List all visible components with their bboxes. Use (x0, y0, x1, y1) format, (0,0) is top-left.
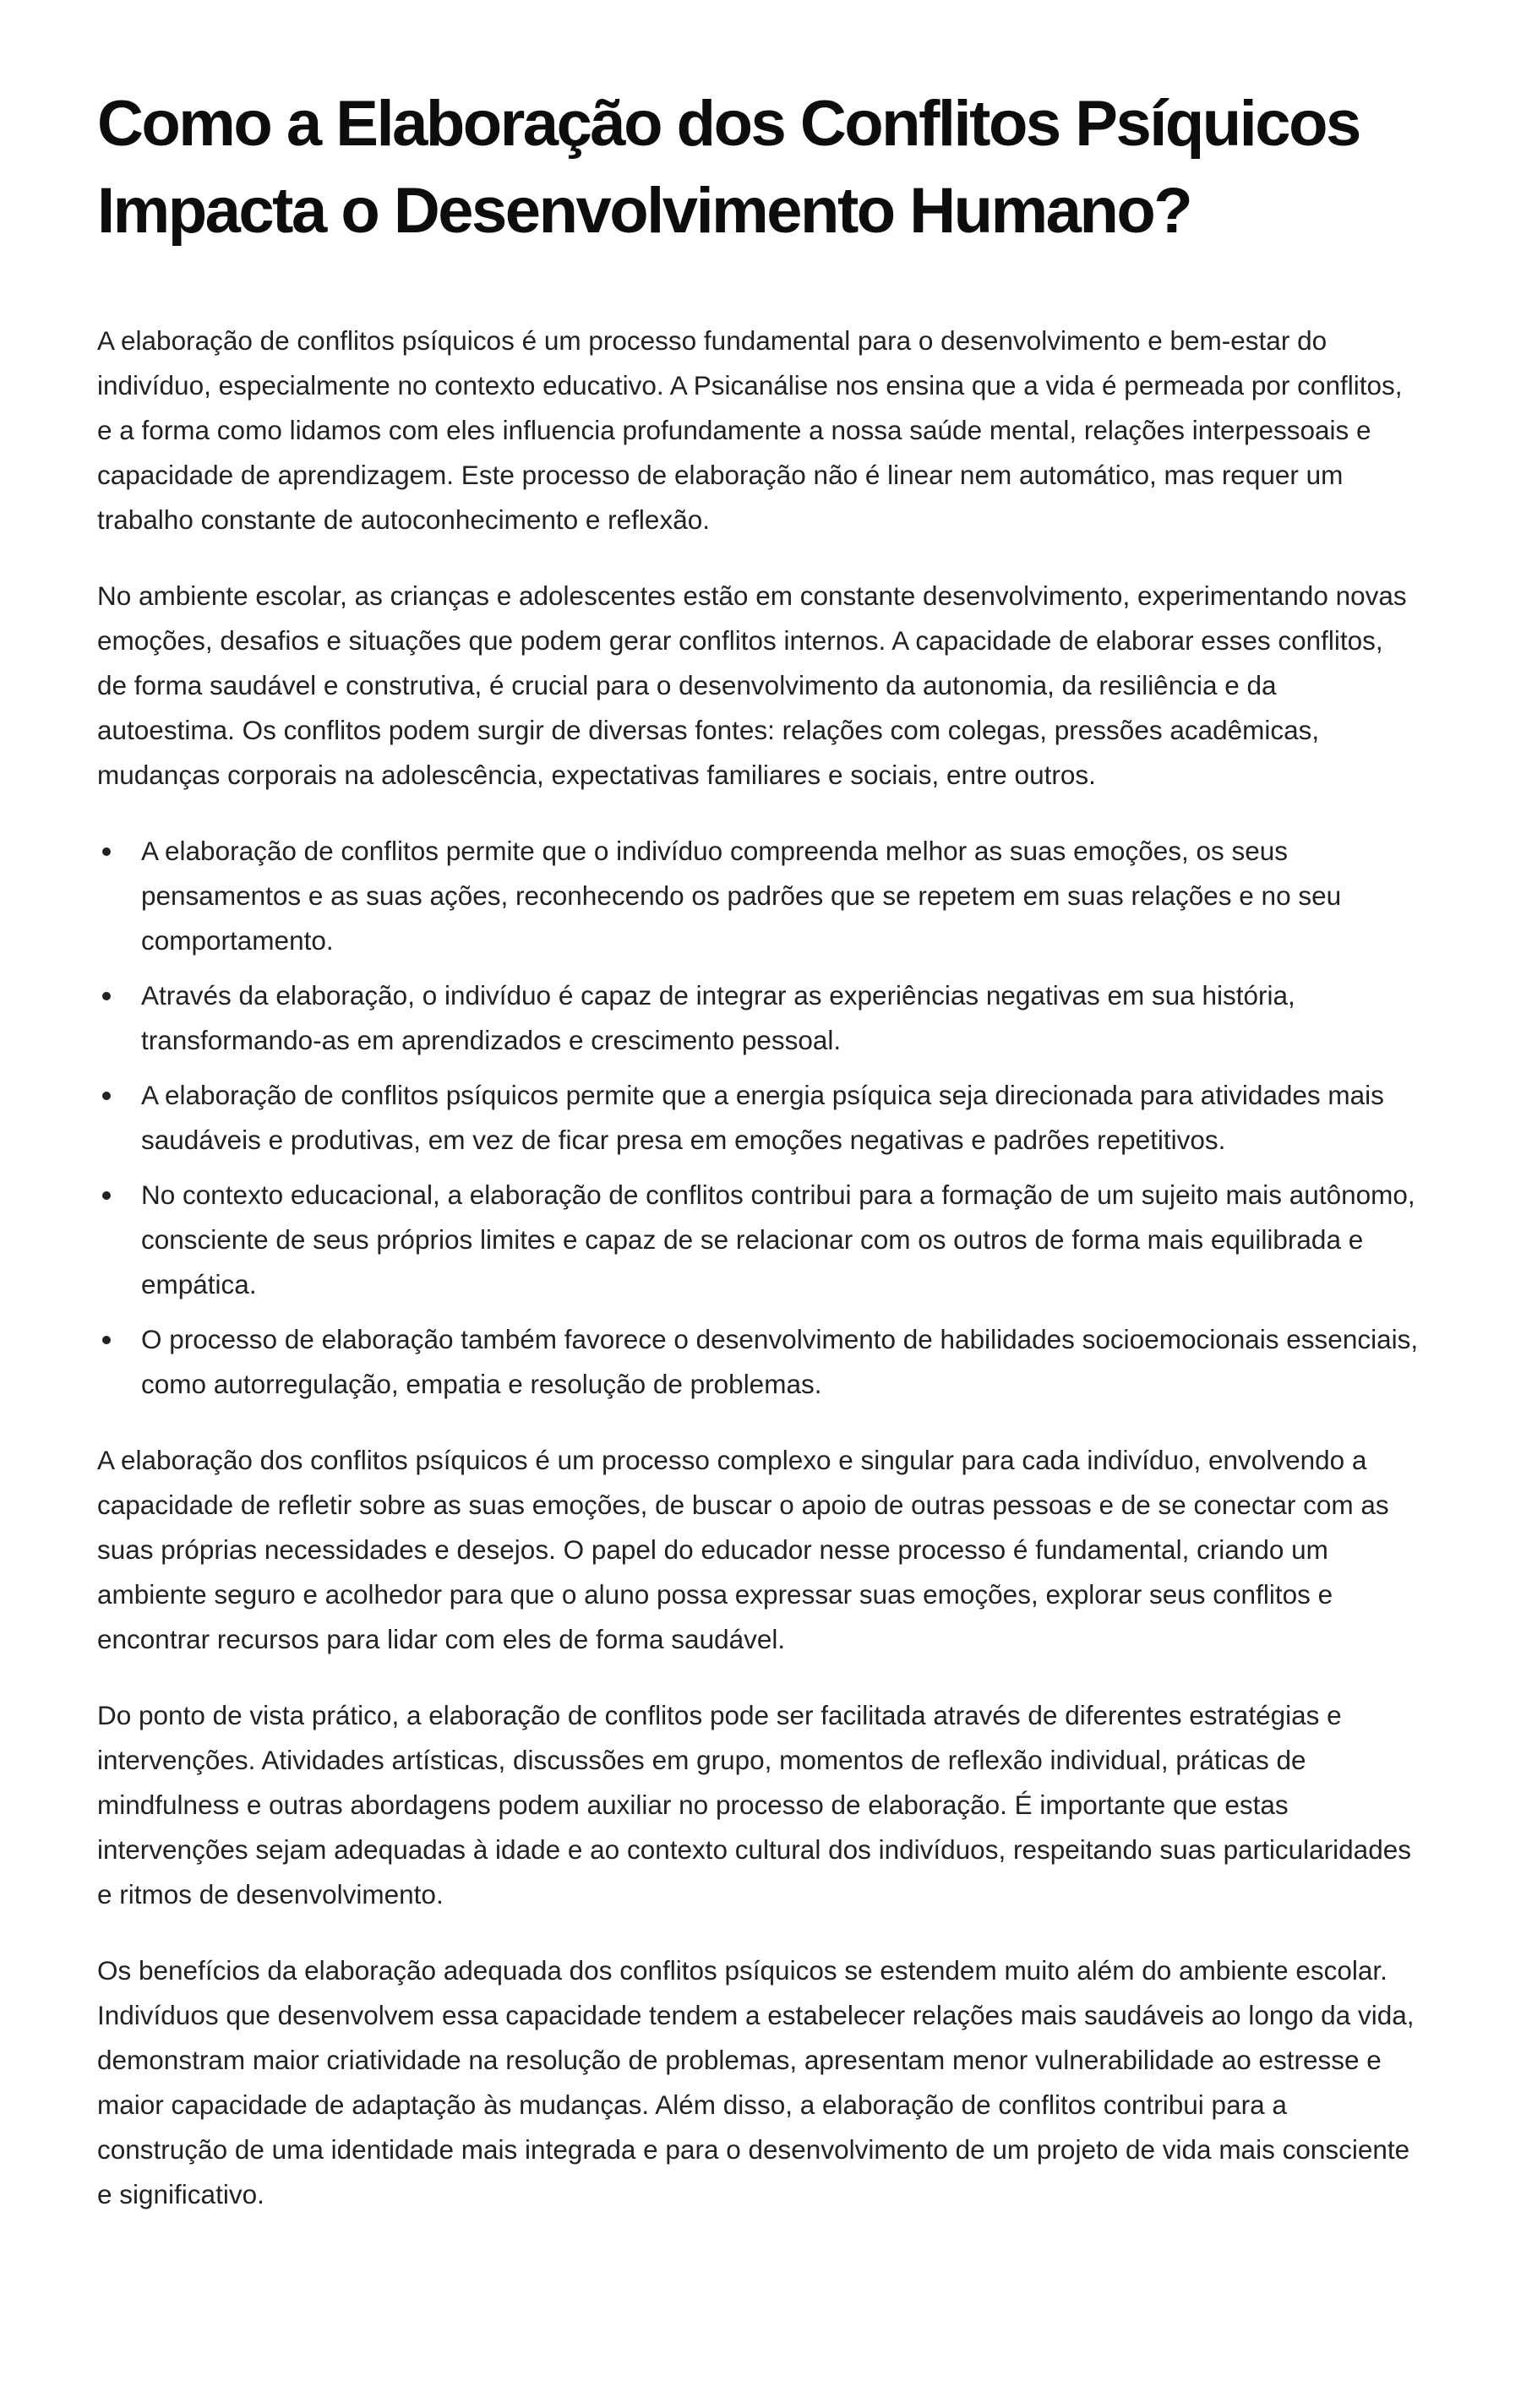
paragraph: A elaboração dos conflitos psíquicos é um processo complexo e singular para cada indivíduo, envolvendo a capacidade de refletir sobre as suas emoções, de buscar o apoio de outras pessoas e de se conectar com as suas próprias necessidades e desejos. O papel do educador nesse processo é fundamental, criando um ambiente seguro e acolhedor para que o aluno possa expressar suas emoções, explorar seus conflitos e encontrar recursos para lidar com eles de forma saudável. (97, 1445, 1389, 1654)
bullet-icon (102, 1191, 111, 1200)
bullet-icon (102, 1336, 111, 1344)
bullet-icon (102, 992, 111, 1000)
list-item-text: Através da elaboração, o indivíduo é capaz de integrar as experiências negativas em sua história, transformando-as em aprendizados e crescimento pessoal. (141, 980, 1295, 1055)
list-item (97, 1073, 1420, 1163)
bullet-icon (102, 847, 111, 856)
list-item-text: O processo de elaboração também favorece o desenvolvimento de habilidades socioemocionais essenciais, como autorregulação, empatia e resolução de problemas. (141, 1324, 1419, 1399)
paragraph: A elaboração de conflitos psíquicos é um processo fundamental para o desenvolvimento e bem-estar do indivíduo, especialmente no contexto educativo. A Psicanálise nos ensina que a vida é permeada por conflitos, e a forma como lidamos com eles influencia profundamente a nossa saúde mental, relações interpessoais e capacidade de aprendizagem. Este processo de elaboração não é linear nem automático, mas requer um trabalho constante de autoconhecimento e reflexão. (97, 325, 1403, 535)
list-item (97, 1173, 1420, 1307)
list-item (97, 973, 1420, 1063)
paragraph: Os benefícios da elaboração adequada dos conflitos psíquicos se estendem muito além do ambiente escolar. Indivíduos que desenvolvem essa capacidade tendem a estabelecer relações mais saudáveis ao longo da vida, demonstram maior criatividade na resolução de problemas, apresentam menor vulnerabilidade ao estresse e maior capacidade de adaptação às mudanças. Além disso, a elaboração de conflitos contribui para a construção de uma identidade mais integrada e para o desenvolvimento de um projeto de vida mais consciente e significativo. (97, 1955, 1415, 2209)
list-item (97, 1317, 1420, 1407)
bullet-list (97, 829, 1420, 1407)
list-item-text: A elaboração de conflitos psíquicos permite que a energia psíquica seja direcionada para atividades mais saudáveis e produtivas, em vez de ficar presa em emoções negativas e padrões repetitivos. (141, 1080, 1384, 1155)
page-title: Como a Elaboração dos Conflitos Psíquicos Impacta o Desenvolvimento Humano? (97, 88, 1360, 247)
paragraph: Do ponto de vista prático, a elaboração de conflitos pode ser facilitada através de diferentes estratégias e intervenções. Atividades artísticas, discussões em grupo, momentos de reflexão individual, práticas de mindfulness e outras abordagens podem auxiliar no processo de elaboração. É importante que estas intervenções sejam adequadas à idade e ao contexto cultural dos indivíduos, respeitando suas particularidades e ritmos de desenvolvimento. (97, 1700, 1411, 1910)
list-item-text: A elaboração de conflitos permite que o indivíduo compreenda melhor as suas emoções, os seus pensamentos e as suas ações, reconhecendo os padrões que se repetem em suas relações e no seu comportamento. (141, 836, 1342, 956)
paragraph: No ambiente escolar, as crianças e adolescentes estão em constante desenvolvimento, experimentando novas emoções, desafios e situações que podem gerar conflitos internos. A capacidade de elaborar esses conflitos, de forma saudável e construtiva, é crucial para o desenvolvimento da autonomia, da resiliência e da autoestima. Os conflitos podem surgir de diversas fontes: relações com colegas, pressões acadêmicas, mudanças corporais na adolescência, expectativas familiares e sociais, entre outros. (97, 580, 1407, 790)
bullet-icon (102, 1092, 111, 1100)
list-item (97, 829, 1420, 963)
list-item-text: No contexto educacional, a elaboração de conflitos contribui para a formação de um sujeito mais autônomo, consciente de seus próprios limites e capaz de se relacionar com os outros de forma mais equilibrada e empática. (141, 1179, 1415, 1299)
article (97, 80, 1420, 2248)
